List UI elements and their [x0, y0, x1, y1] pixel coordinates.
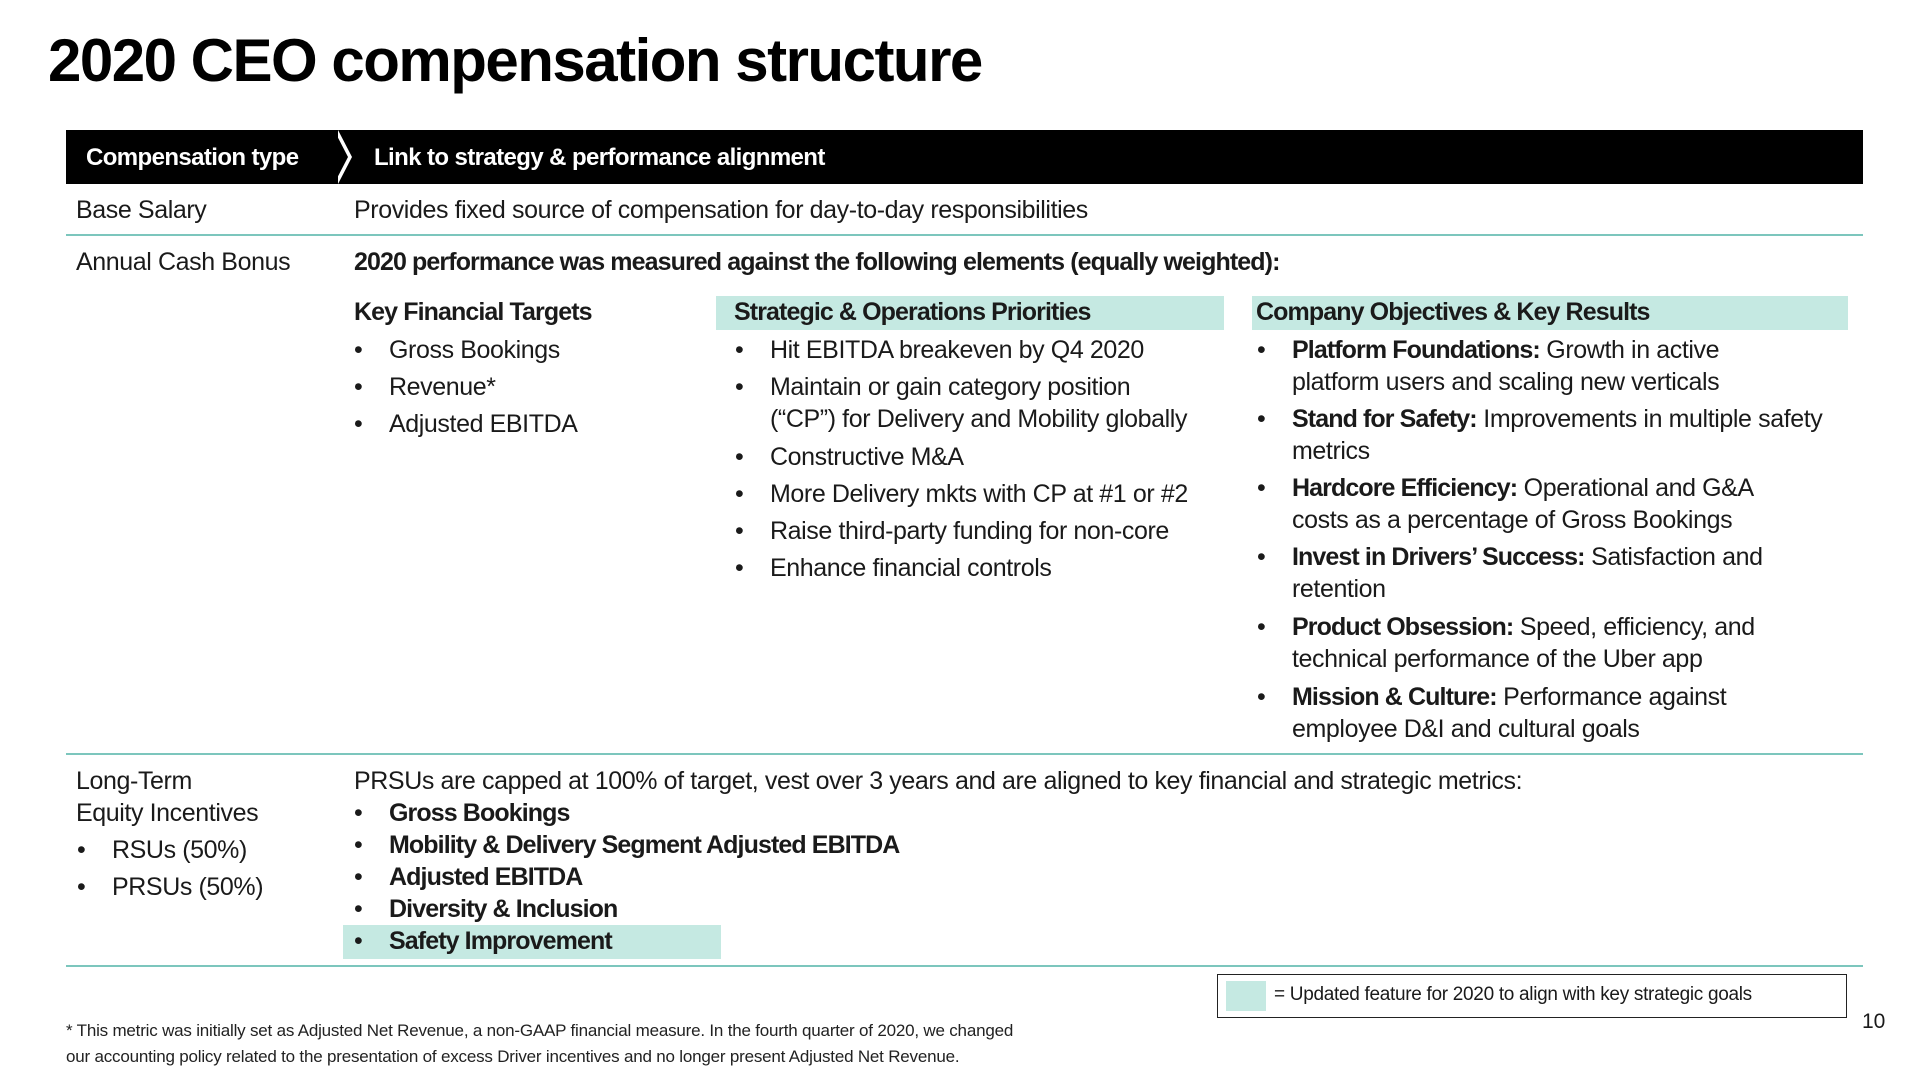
okr-item [1292, 472, 1754, 504]
key-financial-targets-heading: Key Financial Targets [354, 298, 592, 326]
okr-item-text: Improvements in multiple safety [1476, 405, 1823, 433]
annual-bonus-label: Annual Cash Bonus [76, 248, 291, 276]
footnote [66, 1018, 1013, 1070]
list-item: • RSUs (50%) [112, 834, 247, 866]
header-chevron-fill [334, 130, 348, 184]
okr-item-title: Mission & Culture: [1292, 683, 1497, 711]
list-item: • Gross Bookings [389, 797, 570, 829]
okr-item [1292, 334, 1719, 366]
table-header [66, 130, 1863, 184]
base-salary-label: Base Salary [76, 196, 207, 224]
list-item: • Diversity & Inclusion [389, 893, 617, 925]
page-title: 2020 CEO compensation structure [48, 27, 982, 94]
list-item: • Gross Bookings [389, 334, 560, 366]
list-item: • More Delivery mkts with CP at #1 or #2 [770, 478, 1188, 510]
strategic-priorities-heading: Strategic & Operations Priorities [734, 298, 1091, 326]
list-item-continuation: (“CP”) for Delivery and Mobility globally [770, 405, 1188, 433]
okr-item-continuation: costs as a percentage of Gross Bookings [1292, 506, 1733, 534]
row-divider [66, 234, 1863, 236]
okr-item-continuation: retention [1292, 575, 1386, 603]
okr-item [1292, 541, 1763, 573]
legend-swatch [1226, 981, 1266, 1011]
okr-item [1292, 403, 1822, 435]
footnote-line2: our accounting policy related to the presentation of excess Driver incentives and no longer present Adjusted Net Revenue. [66, 1047, 960, 1066]
row-divider [66, 753, 1863, 755]
okr-item-text: Operational and G&A [1517, 474, 1754, 502]
page-number: 10 [1862, 1010, 1886, 1033]
okr-item-title: Product Obsession: [1292, 613, 1514, 641]
row-divider [66, 965, 1863, 967]
okr-item-title: Platform Foundations: [1292, 336, 1540, 364]
okr-item [1292, 681, 1726, 713]
list-item: • Constructive M&A [770, 441, 964, 473]
okr-item-title: Hardcore Efficiency: [1292, 474, 1518, 502]
list-item: • Hit EBITDA breakeven by Q4 2020 [770, 334, 1144, 366]
list-item: • Adjusted EBITDA [389, 861, 582, 893]
long-term-label-line2: Equity Incentives [76, 799, 259, 827]
list-item: • Revenue* [389, 371, 496, 403]
list-item: • Maintain or gain category position [770, 371, 1130, 403]
footnote-line1: * This metric was initially set as Adjusted Net Revenue, a non-GAAP financial measure. In the fourth quarter of 2020, we changed [66, 1021, 1014, 1040]
okr-item-text: Speed, efficiency, and [1513, 613, 1755, 641]
okr-item-text: Growth in active [1539, 336, 1720, 364]
long-term-intro: PRSUs are capped at 100% of target, vest over 3 years and are aligned to key financial and strategic metrics: [354, 767, 1523, 795]
list-item: • Enhance financial controls [770, 552, 1051, 584]
okr-item-continuation: employee D&I and cultural goals [1292, 715, 1640, 743]
annual-bonus-intro: 2020 performance was measured against the following elements (equally weighted): [354, 248, 1280, 276]
okr-item-title: Stand for Safety: [1292, 405, 1477, 433]
okr-item-title: Invest in Drivers’ Success: [1292, 543, 1585, 571]
list-item: • Mobility & Delivery Segment Adjusted EBITDA [389, 829, 899, 861]
list-item: • Safety Improvement [389, 925, 612, 957]
header-col2-label: Link to strategy & performance alignment [374, 144, 825, 171]
okr-item-text: Satisfaction and [1584, 543, 1763, 571]
okr-item [1292, 611, 1755, 643]
okr-item-continuation: technical performance of the Uber app [1292, 645, 1703, 673]
legend-text: = Updated feature for 2020 to align with key strategic goals [1274, 984, 1752, 1005]
okr-item-continuation: platform users and scaling new verticals [1292, 368, 1720, 396]
long-term-label-line1: Long-Term [76, 767, 192, 795]
base-salary-text: Provides fixed source of compensation for day-to-day responsibilities [354, 196, 1088, 224]
header-link-to-strategy [346, 130, 1863, 184]
header-col1-label: Compensation type [86, 144, 299, 171]
list-item: • Raise third-party funding for non-core [770, 515, 1169, 547]
okr-item-text: Performance against [1496, 683, 1727, 711]
list-item: • Adjusted EBITDA [389, 408, 578, 440]
header-compensation-type [66, 130, 338, 184]
company-objectives-heading: Company Objectives & Key Results [1256, 298, 1650, 326]
legend-box [1217, 974, 1847, 1018]
list-item: • PRSUs (50%) [112, 871, 263, 903]
okr-item-continuation: metrics [1292, 437, 1370, 465]
